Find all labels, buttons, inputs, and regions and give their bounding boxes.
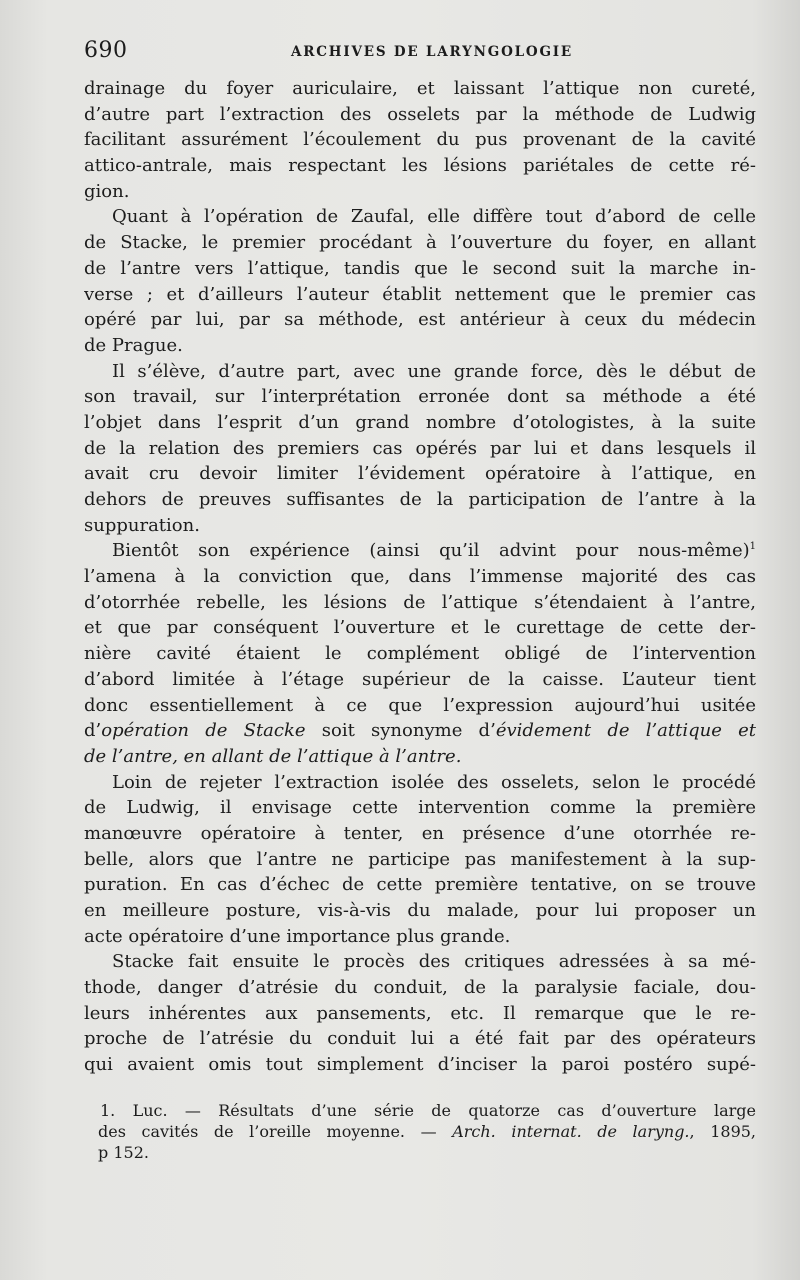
italic-term: opération de Stacke xyxy=(101,720,306,742)
italic-term: évidement de l’attique et xyxy=(495,720,756,742)
journal-title: Arch. internat. de laryng. xyxy=(452,1122,690,1141)
text-line xyxy=(84,744,756,770)
text-line: suppuration. xyxy=(84,514,200,536)
text-fragment: des cavités de l’oreille moyenne. — xyxy=(98,1122,453,1141)
text-line: de Ludwig, il envisage cette intervention comme la première xyxy=(84,797,756,819)
text-line: d’otorrhée rebelle, les lésions de l’attique s’étendaient à l’antre, xyxy=(84,591,756,613)
text-line: de l’antre vers l’attique, tandis que le second suit la marche in- xyxy=(84,257,756,279)
text-line: puration. En cas d’échec de cette première tentative, on se trouve xyxy=(84,874,756,896)
running-title: ARCHIVES DE LARYNGOLOGIE xyxy=(290,44,574,60)
body-text xyxy=(84,76,756,1078)
text-line: qui avaient omis tout simplement d’inciser la paroi postéro supé- xyxy=(84,1054,756,1076)
text-line: d’abord limitée à l’étage supérieur de la caisse. L’auteur tient xyxy=(84,668,756,690)
text-line xyxy=(84,538,756,564)
text-line: thode, danger d’atrésie du conduit, de la paralysie faciale, dou- xyxy=(84,977,756,999)
text-line: Loin de rejeter l’extraction isolée des osselets, selon le procédé xyxy=(112,771,756,793)
text-line: opéré par lui, par sa méthode, est antérieur à ceux du médecin xyxy=(84,309,756,331)
footnote-line: p 152. xyxy=(98,1143,149,1162)
text-line-content: Bientôt son expérience (ainsi qu’il advint pour nous-même) xyxy=(112,540,750,562)
footnote-line xyxy=(98,1121,756,1142)
text-line: dehors de preuves suffisantes de la participation de l’antre à la xyxy=(84,489,756,510)
footnote-line: 1. Luc. — Résultats d’une série de quatorze cas d’ouverture large xyxy=(100,1101,756,1120)
page-number: 690 xyxy=(84,38,128,63)
text-line: drainage du foyer auriculaire, et laissant l’attique non cureté, xyxy=(84,78,756,99)
text-line: Il s’élève, d’autre part, avec une grande force, dès le début de xyxy=(112,360,756,382)
text-line: Quant à l’opération de Zaufal, elle diffère tout d’abord de celle xyxy=(112,206,756,228)
page-header xyxy=(84,38,760,68)
text-line: leurs inhérentes aux pansements, etc. Il remarque que le re- xyxy=(84,1002,756,1024)
text-fragment: , 1895, xyxy=(689,1122,756,1141)
text-line: proche de l’atrésie du conduit lui a été fait par des opérateurs xyxy=(84,1028,756,1050)
text-line: attico-antrale, mais respectant les lésions pariétales de cette ré- xyxy=(84,155,756,177)
text-line: en meilleure posture, vis-à-vis du malade, pour lui proposer un xyxy=(84,900,756,921)
text-line: Stacke fait ensuite le procès des critiques adressées à sa mé- xyxy=(112,951,756,973)
text-line xyxy=(84,718,756,744)
text-line: manœuvre opératoire à tenter, en présence d’une otorrhée re- xyxy=(84,822,756,844)
text-line: de Stacke, le premier procédant à l’ouverture du foyer, en allant xyxy=(84,232,756,254)
text-line: acte opératoire d’une importance plus grande. xyxy=(84,925,511,947)
text-line: l’amena à la conviction que, dans l’immense majorité des cas xyxy=(84,566,756,588)
text-line: l’objet dans l’esprit d’un grand nombre d’otologistes, à la suite xyxy=(84,411,756,433)
footnote xyxy=(100,1100,756,1163)
text-line: gion. xyxy=(84,180,130,202)
text-line: son travail, sur l’interprétation erronée dont sa méthode a été xyxy=(84,386,756,408)
text-line: belle, alors que l’antre ne participe pas manifestement à la sup- xyxy=(84,848,756,870)
text-line: d’autre part l’extraction des osselets par la méthode de Ludwig xyxy=(84,103,756,125)
text-line: avait cru devoir limiter l’évidement opératoire à l’attique, en xyxy=(84,463,756,485)
text-line: de la relation des premiers cas opérés par lui et dans lesquels il xyxy=(84,437,756,459)
text-line: donc essentiellement à ce que l’expression aujourd’hui usitée xyxy=(84,694,756,716)
text-line: et que par conséquent l’ouverture et le curettage de cette der- xyxy=(84,617,756,639)
text-fragment: soit synonyme d’ xyxy=(305,720,496,742)
footnote-marker: 1 xyxy=(749,541,756,553)
text-fragment: d’ xyxy=(84,720,102,742)
italic-term: de l’antre, en allant de l’attique à l’antre. xyxy=(84,745,462,767)
text-line: de Prague. xyxy=(84,334,183,356)
text-line: verse ; et d’ailleurs l’auteur établit nettement que le premier cas xyxy=(84,283,756,305)
text-line: facilitant assurément l’écoulement du pus provenant de la cavité xyxy=(84,129,756,151)
text-line: nière cavité étaient le complément obligé de l’intervention xyxy=(84,643,756,665)
